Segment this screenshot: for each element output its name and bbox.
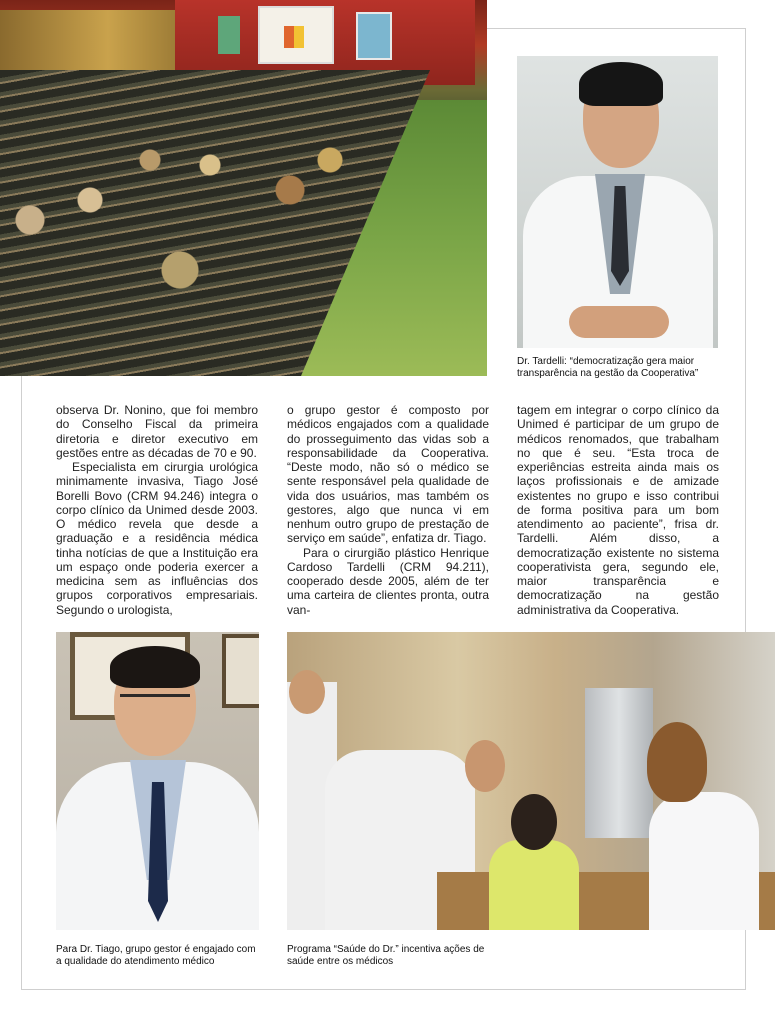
doctor-head <box>465 740 505 792</box>
auditorium-wall <box>0 10 180 80</box>
body-column-1 <box>56 403 258 617</box>
hair <box>110 646 200 688</box>
folded-hands <box>569 306 669 338</box>
tiago-caption: Para Dr. Tiago, grupo gestor é engajado com a qualidade do atendimento médico <box>56 944 256 967</box>
elevator-door <box>585 688 653 838</box>
wall-frame <box>222 634 259 708</box>
paragraph: o grupo gestor é composto por médicos engajados com a qualidade do prosseguimento das vidas sob a responsabilidade da Cooperativa. “Deste modo, não só o médico se sente responsável pela qualidade de vida dos usuários, mas também os gestores, algo que nunca vi em nenhum outro grupo de prestação de serviço em saúde”, enfatiza dr. Tiago. <box>287 403 489 546</box>
body-column-2 <box>287 403 489 617</box>
saude-caption: Programa “Saúde do Dr.” incentiva ações de saúde entre os médicos <box>287 944 485 967</box>
stage-banner <box>218 16 240 54</box>
paragraph: Para o cirurgião plástico Henrique Cardoso Tardelli (CRM 94.211), cooperado desde 2005, além de ter uma carteira de clientes pronta, outra van- <box>287 545 489 617</box>
tardelli-portrait-photo <box>517 56 718 348</box>
tardelli-caption: Dr. Tardelli: “democratização gera maior transparência na gestão da Cooperativa” <box>517 356 699 379</box>
auditorium-photo <box>0 0 487 376</box>
projection-screen <box>258 6 334 64</box>
hair <box>579 62 663 106</box>
seated-woman-head <box>511 794 557 850</box>
body-column-3 <box>517 403 719 617</box>
paragraph: Especialista em cirurgia urológica minimamente invasiva, Tiago José Borelli Bovo (CRM 94.246) integra o corpo clínico da Unimed desde 2003. O médico revela que desde a graduação e a residência médica tinha notícias de que a Instituição era um espaço onde poderia exercer a medicina sem as influências dos grupos corporativos empresariais. Segundo o urologista, <box>56 460 258 617</box>
nurse-head <box>647 722 707 802</box>
nurse <box>649 792 759 930</box>
saude-program-photo <box>287 632 775 930</box>
glasses <box>120 694 190 713</box>
standing-doctor-head <box>289 670 325 714</box>
stage-banner-right <box>356 12 392 60</box>
tiago-portrait-photo <box>56 632 259 930</box>
paragraph: tagem em integrar o corpo clínico da Unimed é participar de um grupo de médicos renomados, que trabalham no que é seu. “Esta troca de experiências estreita ainda mais os laços profissionais e de amizade existentes no grupo e isso contribui de forma positiva para um bom atendimento ao paciente”, frisa dr. Tardelli. Além disso, a democratização existente no sistema cooperativista gera, segundo ele, maior transparência e democratização na gestão administrativa da Cooperativa. <box>517 403 719 617</box>
seated-woman <box>489 840 579 930</box>
paragraph: observa Dr. Nonino, que foi membro do Conselho Fiscal da primeira diretoria e diretor executivo em gestões entre as décadas de 70 e 90. <box>56 403 258 460</box>
